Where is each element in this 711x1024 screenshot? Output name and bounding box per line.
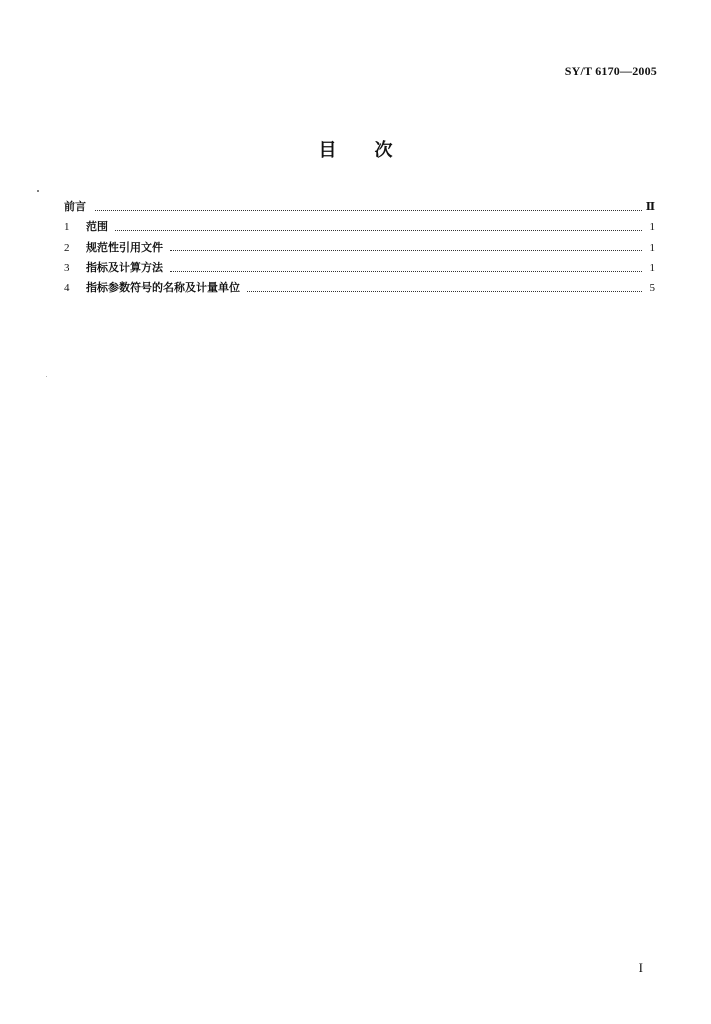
scan-speck xyxy=(37,190,39,192)
toc-entry-page: 1 xyxy=(649,241,655,254)
toc-entry-number: 4 xyxy=(64,282,70,295)
toc-entry-indicators-methods[interactable] xyxy=(64,259,655,279)
toc-leader-dots xyxy=(95,210,642,211)
page-number: I xyxy=(638,960,643,975)
toc-leader-dots xyxy=(170,250,642,251)
toc-entry-page: 1 xyxy=(649,221,655,234)
toc-title-char-2: 次 xyxy=(374,140,393,161)
toc-title-char-1: 目 xyxy=(318,140,337,161)
toc-entry-number: 2 xyxy=(64,241,70,254)
toc-entry-label: 指标及计算方法 xyxy=(86,260,163,274)
standard-code: SY/T 6170—2005 xyxy=(564,64,657,78)
scan-speck xyxy=(46,376,47,377)
toc-title xyxy=(0,136,711,162)
toc-entry-label: 范围 xyxy=(86,220,108,234)
toc-entry-normative-references[interactable] xyxy=(64,239,655,259)
table-of-contents xyxy=(64,198,655,299)
toc-entry-page: 5 xyxy=(649,282,655,295)
toc-leader-dots xyxy=(247,291,642,292)
toc-leader-dots xyxy=(170,271,642,272)
toc-entry-label: 规范性引用文件 xyxy=(86,240,163,254)
toc-entry-label: 指标参数符号的名称及计量单位 xyxy=(86,281,240,295)
toc-entry-symbols-units[interactable] xyxy=(64,279,655,299)
toc-entry-number: 3 xyxy=(64,261,70,274)
toc-entry-scope[interactable] xyxy=(64,218,655,238)
toc-entry-page: Ⅱ xyxy=(645,201,655,213)
toc-entry-number: 1 xyxy=(64,221,70,234)
toc-entry-preface[interactable] xyxy=(64,198,655,218)
toc-entry-page: 1 xyxy=(649,261,655,274)
toc-leader-dots xyxy=(115,230,642,231)
toc-entry-label: 前言 xyxy=(64,200,86,213)
